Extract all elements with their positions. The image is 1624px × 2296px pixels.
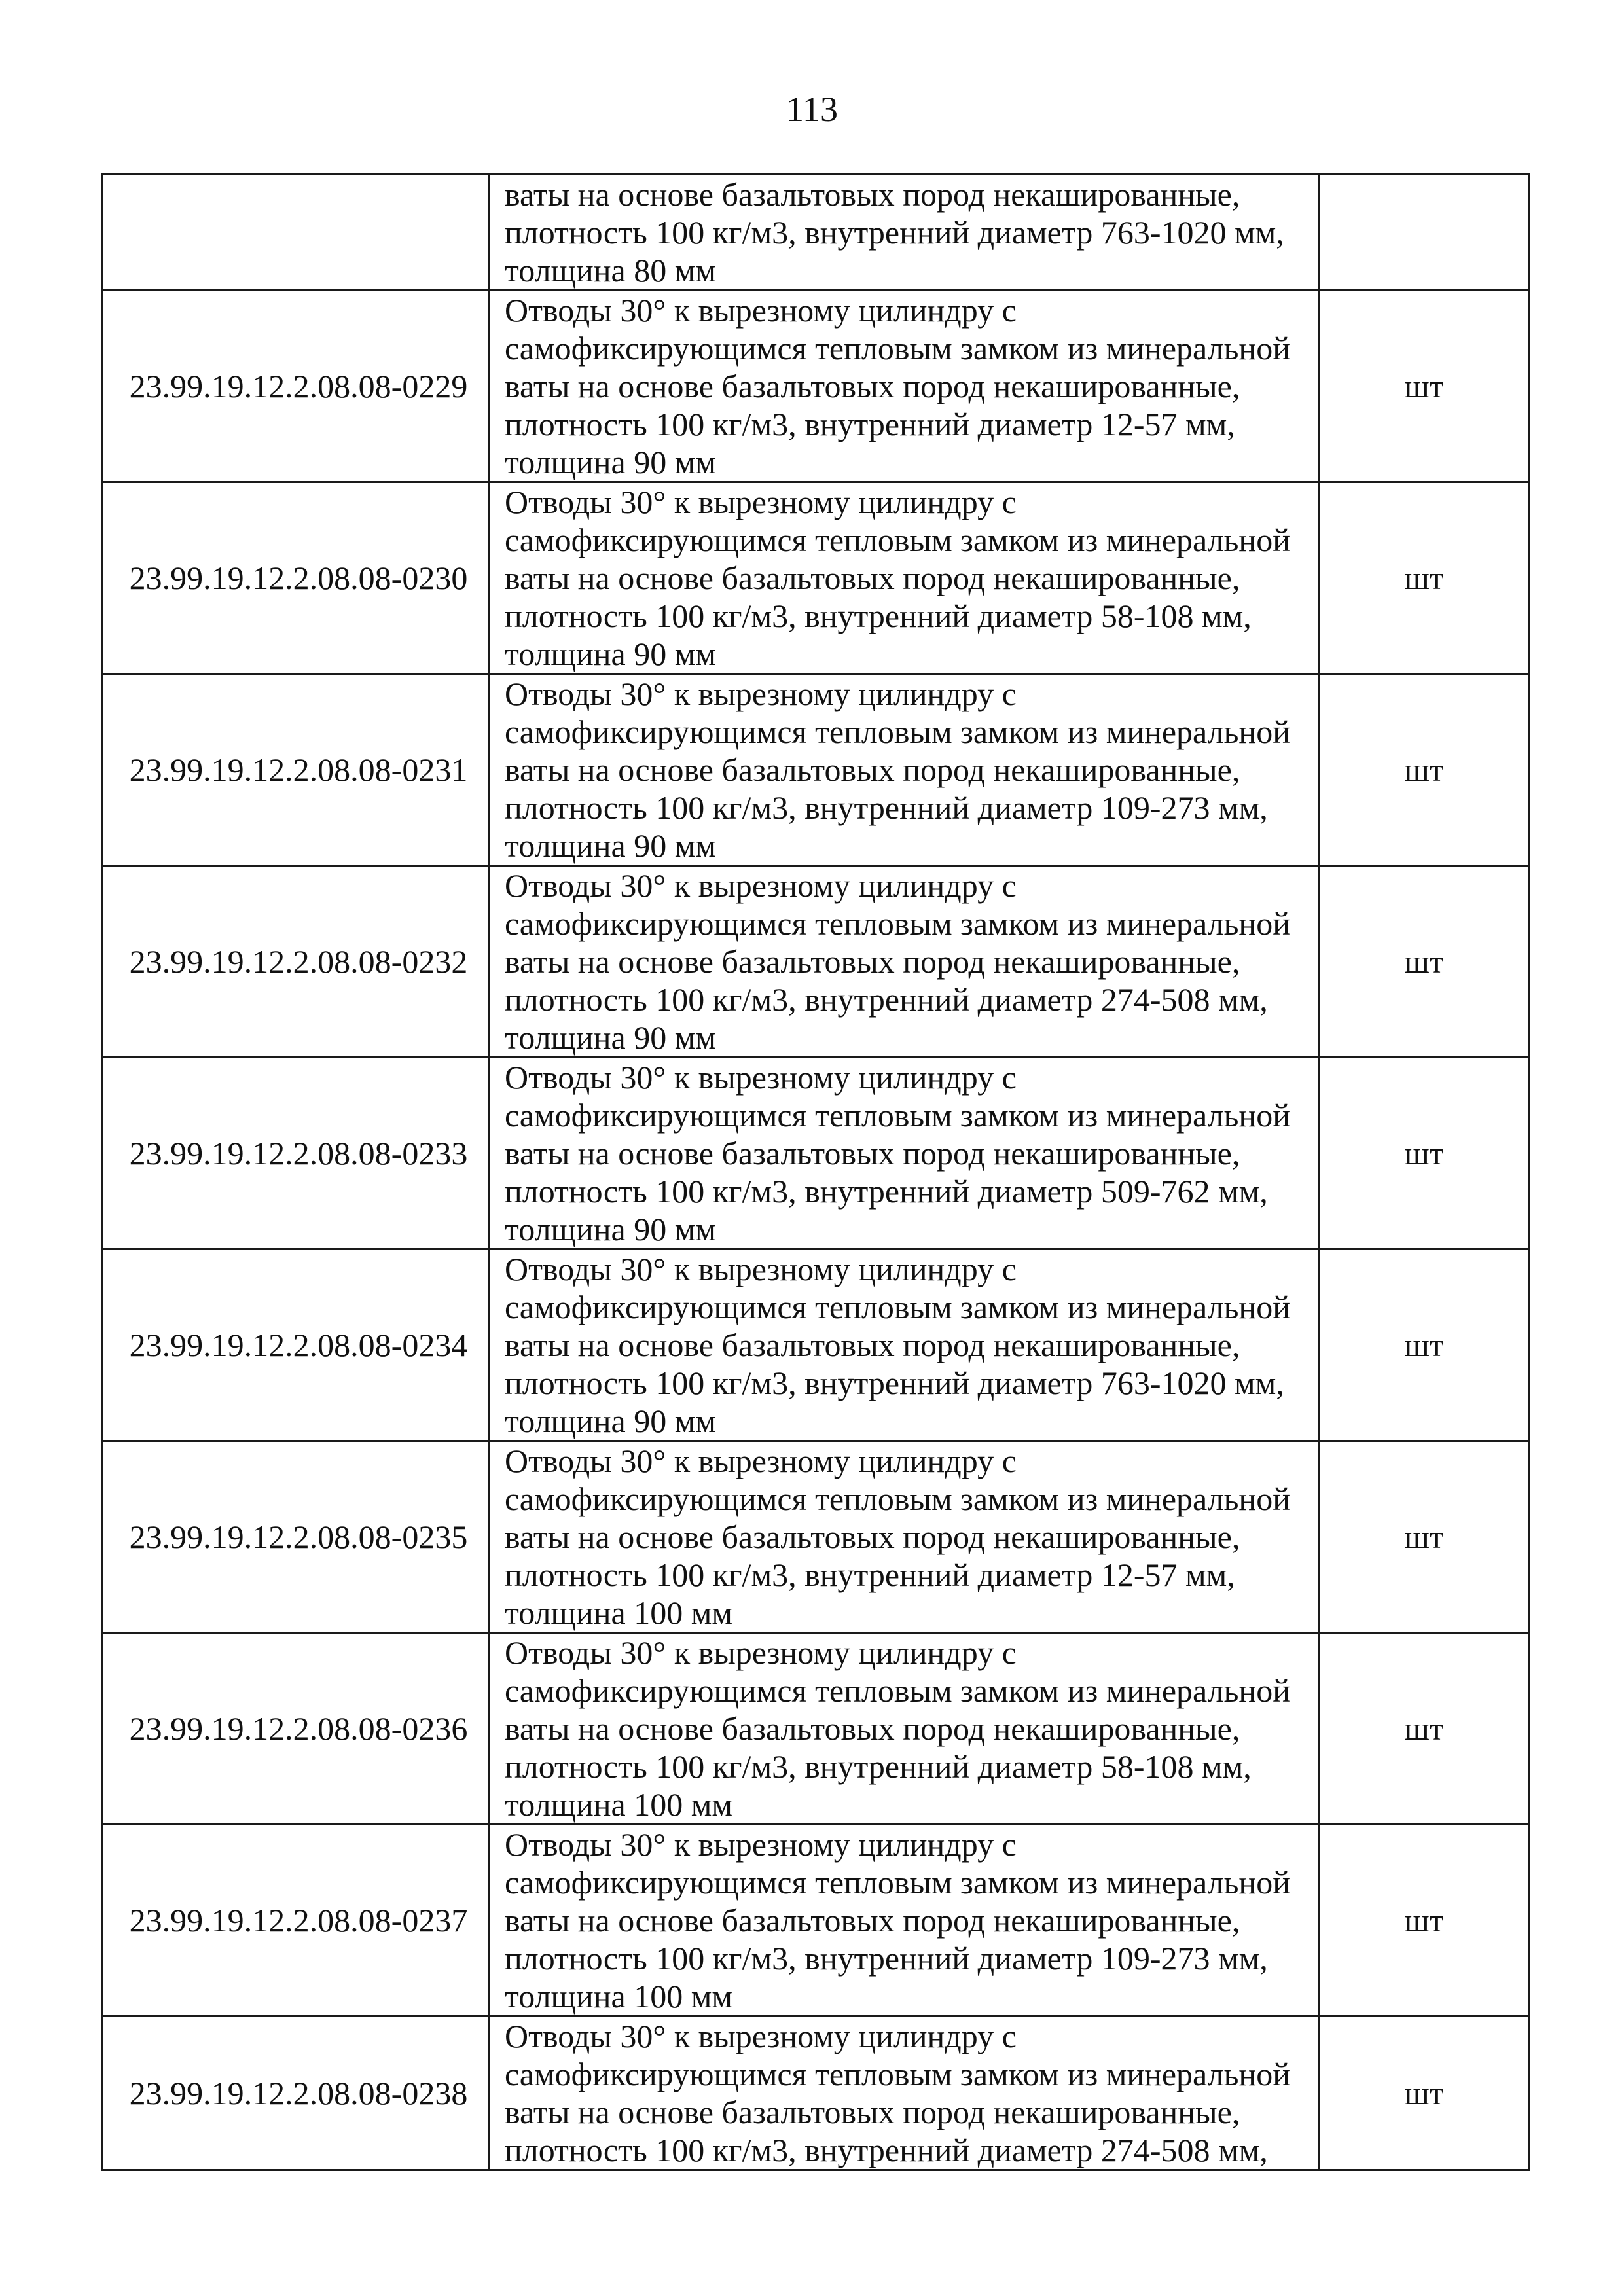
description-line: плотность 100 кг/м3, внутренний диаметр 763-1020 мм, (505, 214, 1284, 251)
unit-cell: шт (1319, 2017, 1530, 2170)
code-cell: 23.99.19.12.2.08.08-0238 (103, 2017, 490, 2170)
description-cell (490, 175, 1319, 291)
description-cell (490, 674, 1319, 866)
description-line: самофиксирующимся тепловым замком из минеральной (505, 1097, 1290, 1134)
description-cell (490, 1441, 1319, 1633)
description-line: ваты на основе базальтовых пород некашированные, (505, 1518, 1240, 1555)
description-line: Отводы 30° к вырезному цилиндру с (505, 2018, 1017, 2054)
materials-table (101, 173, 1530, 2171)
description-line: ваты на основе базальтовых пород некашированные, (505, 1327, 1240, 1363)
code-cell (103, 175, 490, 291)
table-row (103, 1249, 1530, 1441)
unit-cell (1319, 175, 1530, 291)
description-line: толщина 90 мм (505, 1211, 716, 1247)
code-cell: 23.99.19.12.2.08.08-0229 (103, 291, 490, 482)
description-line: самофиксирующимся тепловым замком из минеральной (505, 1864, 1290, 1901)
description-cell (490, 2017, 1319, 2170)
description-line: толщина 90 мм (505, 827, 716, 864)
description-line: ваты на основе базальтовых пород некашированные, (505, 368, 1240, 404)
description-line: плотность 100 кг/м3, внутренний диаметр 274-508 мм, (505, 981, 1268, 1018)
table-row (103, 1633, 1530, 1825)
unit-cell: шт (1319, 674, 1530, 866)
description-line: Отводы 30° к вырезному цилиндру с (505, 292, 1017, 329)
code-cell: 23.99.19.12.2.08.08-0230 (103, 482, 490, 674)
description-line: толщина 80 мм (505, 252, 716, 289)
description-line: ваты на основе базальтовых пород некашированные, (505, 1902, 1240, 1939)
description-cell (490, 1249, 1319, 1441)
description-cell (490, 866, 1319, 1058)
description-cell (490, 1633, 1319, 1825)
table-row (103, 291, 1530, 482)
code-cell: 23.99.19.12.2.08.08-0233 (103, 1058, 490, 1249)
description-line: самофиксирующимся тепловым замком из минеральной (505, 713, 1290, 750)
description-line: плотность 100 кг/м3, внутренний диаметр 58-108 мм, (505, 598, 1252, 634)
description-line: толщина 90 мм (505, 636, 716, 672)
code-cell: 23.99.19.12.2.08.08-0235 (103, 1441, 490, 1633)
description-line: ваты на основе базальтовых пород некашированные, (505, 176, 1240, 213)
table-row-last (103, 2017, 1530, 2170)
unit-cell: шт (1319, 291, 1530, 482)
table-row (103, 482, 1530, 674)
description-line: плотность 100 кг/м3, внутренний диаметр 58-108 мм, (505, 1748, 1252, 1785)
unit-cell: шт (1319, 1058, 1530, 1249)
description-line: Отводы 30° к вырезному цилиндру с (505, 1059, 1017, 1096)
table-row (103, 866, 1530, 1058)
unit-cell: шт (1319, 482, 1530, 674)
description-line: самофиксирующимся тепловым замком из минеральной (505, 905, 1290, 942)
description-line: толщина 90 мм (505, 1403, 716, 1439)
description-line: плотность 100 кг/м3, внутренний диаметр 12-57 мм, (505, 1556, 1235, 1593)
description-line: ваты на основе базальтовых пород некашированные, (505, 2094, 1240, 2130)
description-line: самофиксирующимся тепловым замком из минеральной (505, 1672, 1290, 1709)
unit-cell: шт (1319, 866, 1530, 1058)
table-row-continued (103, 175, 1530, 291)
description-line: плотность 100 кг/м3, внутренний диаметр 509-762 мм, (505, 1173, 1268, 1210)
description-line: Отводы 30° к вырезному цилиндру с (505, 867, 1017, 904)
description-line: Отводы 30° к вырезному цилиндру с (505, 1251, 1017, 1287)
code-cell: 23.99.19.12.2.08.08-0236 (103, 1633, 490, 1825)
code-cell: 23.99.19.12.2.08.08-0232 (103, 866, 490, 1058)
materials-table-body (103, 175, 1530, 2170)
description-line: самофиксирующимся тепловым замком из минеральной (505, 1480, 1290, 1517)
description-line: плотность 100 кг/м3, внутренний диаметр 274-508 мм, (505, 2132, 1268, 2168)
description-line: плотность 100 кг/м3, внутренний диаметр 12-57 мм, (505, 406, 1235, 442)
description-line: Отводы 30° к вырезному цилиндру с (505, 1443, 1017, 1479)
description-line: ваты на основе базальтовых пород некашированные, (505, 943, 1240, 980)
code-cell: 23.99.19.12.2.08.08-0231 (103, 674, 490, 866)
description-cell (490, 1825, 1319, 2017)
table-row (103, 1058, 1530, 1249)
description-cell (490, 1058, 1319, 1249)
description-cell (490, 291, 1319, 482)
description-line: самофиксирующимся тепловым замком из минеральной (505, 2056, 1290, 2092)
description-line: Отводы 30° к вырезному цилиндру с (505, 675, 1017, 712)
description-line: Отводы 30° к вырезному цилиндру с (505, 1634, 1017, 1671)
description-cell (490, 482, 1319, 674)
description-line: плотность 100 кг/м3, внутренний диаметр 109-273 мм, (505, 1940, 1268, 1977)
code-cell: 23.99.19.12.2.08.08-0237 (103, 1825, 490, 2017)
table-row (103, 1441, 1530, 1633)
unit-cell: шт (1319, 1633, 1530, 1825)
unit-cell: шт (1319, 1825, 1530, 2017)
description-line: толщина 90 мм (505, 444, 716, 480)
description-line: самофиксирующимся тепловым замком из минеральной (505, 330, 1290, 367)
description-line: толщина 100 мм (505, 1978, 732, 2015)
description-line: ваты на основе базальтовых пород некашированные, (505, 1135, 1240, 1172)
description-line: самофиксирующимся тепловым замком из минеральной (505, 522, 1290, 558)
description-line: толщина 100 мм (505, 1594, 732, 1631)
code-cell: 23.99.19.12.2.08.08-0234 (103, 1249, 490, 1441)
description-line: ваты на основе базальтовых пород некашированные, (505, 1710, 1240, 1747)
description-line: плотность 100 кг/м3, внутренний диаметр 763-1020 мм, (505, 1365, 1284, 1401)
table-row (103, 674, 1530, 866)
unit-cell: шт (1319, 1249, 1530, 1441)
description-line: толщина 90 мм (505, 1019, 716, 1056)
description-line: плотность 100 кг/м3, внутренний диаметр 109-273 мм, (505, 789, 1268, 826)
table-row (103, 1825, 1530, 2017)
unit-cell: шт (1319, 1441, 1530, 1633)
page-number: 113 (786, 90, 838, 129)
description-line: самофиксирующимся тепловым замком из минеральной (505, 1289, 1290, 1325)
description-line: Отводы 30° к вырезному цилиндру с (505, 1826, 1017, 1863)
description-line: ваты на основе базальтовых пород некашированные, (505, 751, 1240, 788)
description-line: толщина 100 мм (505, 1786, 732, 1823)
description-line: Отводы 30° к вырезному цилиндру с (505, 484, 1017, 520)
description-line: ваты на основе базальтовых пород некашированные, (505, 560, 1240, 596)
